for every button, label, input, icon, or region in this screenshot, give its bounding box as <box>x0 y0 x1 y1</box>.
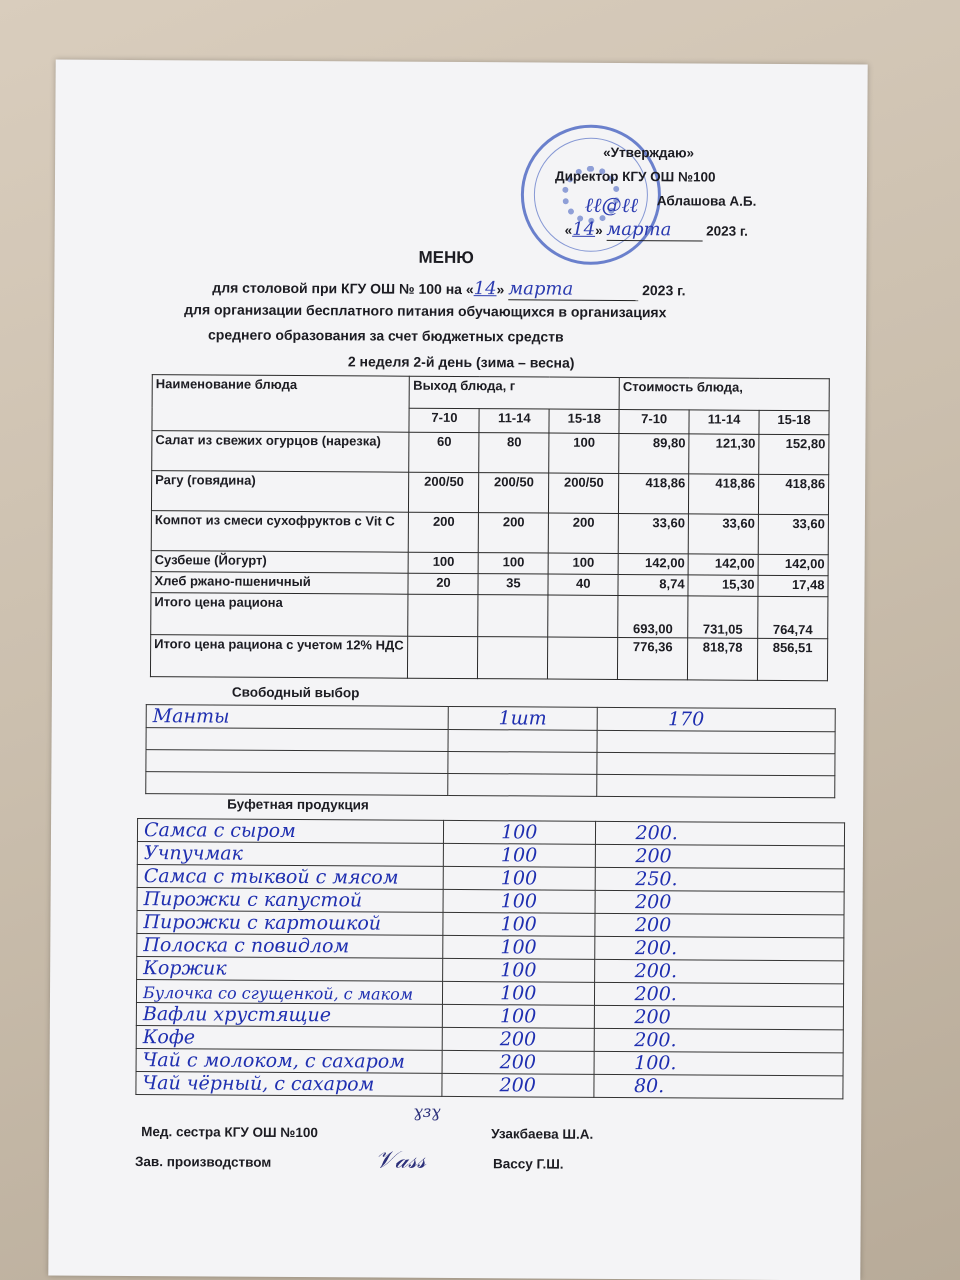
header-line-2: для организации бесплатного питания обучающихся в организациях <box>184 301 667 321</box>
cell: 89,80 <box>619 433 689 473</box>
item-name: Вафли хрустящие <box>136 1003 442 1028</box>
dish-name: Компот из смеси сухофруктов с Vit C <box>151 511 409 553</box>
nurse-signature: ɣɜɣ <box>413 1101 441 1121</box>
approval-date: «14» марта 2023 г. <box>564 218 749 241</box>
dish-name: Рагу (говядина) <box>151 471 409 513</box>
item-price: 200 <box>595 844 845 869</box>
header-line-1: для столовой при КГУ ОШ № 100 на «14» марта 2023 г. <box>212 278 686 300</box>
cell: 17,48 <box>758 575 828 596</box>
cell: 200 <box>479 513 549 553</box>
age-group: 7-10 <box>409 408 479 432</box>
cell: 33,60 <box>618 513 688 553</box>
item-qty: 200 <box>442 1027 594 1051</box>
item-qty: 100 <box>443 866 595 890</box>
total-value: 731,05 <box>688 596 758 638</box>
item-name: Полоска с повидлом <box>137 934 443 959</box>
director-signature: ℓℓ@ℓℓ <box>584 192 639 218</box>
dish-name: Хлеб ржано-пшеничный <box>151 572 409 595</box>
item-qty <box>447 751 597 774</box>
approval-title: «Утверждаю» <box>603 144 695 161</box>
menu-document <box>48 60 867 1280</box>
cell: 152,80 <box>759 434 829 474</box>
item-price: 170 <box>597 707 835 731</box>
item-price: 200. <box>594 982 844 1007</box>
header-line-3: среднего образования за счет бюджетных средств <box>207 326 564 345</box>
item-name: Чай с молоком, с сахаром <box>136 1049 442 1074</box>
free-choice-table <box>145 704 836 798</box>
cell: 200 <box>409 512 479 552</box>
total-vat-value: 818,78 <box>688 638 758 680</box>
item-price: 200 <box>595 890 845 915</box>
cell: 418,86 <box>619 473 689 513</box>
free-choice-title: Свободный выбор <box>231 684 360 701</box>
cell: 418,86 <box>689 474 759 514</box>
buffet-title: Буфетная продукция <box>227 796 369 813</box>
cell: 142,00 <box>618 553 688 574</box>
production-label: Зав. производством <box>134 1154 272 1170</box>
cell: 35 <box>478 574 548 595</box>
nurse-label: Мед. сестра КГУ ОШ №100 <box>141 1124 318 1141</box>
col-header-output: Выход блюда, г <box>410 376 620 409</box>
item-name: Булочка со сгущенкой, с маком <box>136 980 442 1005</box>
age-group: 7-10 <box>619 409 689 433</box>
cell: 60 <box>409 432 479 472</box>
total-row <box>151 593 828 639</box>
page-title: МЕНЮ <box>418 247 474 268</box>
menu-table <box>150 374 830 681</box>
cell: 142,00 <box>688 554 758 575</box>
cell: 20 <box>408 573 478 594</box>
item-name: Учпучмак <box>137 842 443 867</box>
item-qty: 100 <box>443 843 595 867</box>
total-vat-value: 856,51 <box>757 638 827 680</box>
age-group: 15-18 <box>759 410 829 434</box>
cell: 15,30 <box>688 575 758 596</box>
item-name: Кофе <box>136 1026 442 1051</box>
cell: 40 <box>548 574 618 595</box>
total-value: 693,00 <box>618 595 688 637</box>
cell: 100 <box>478 553 548 574</box>
cell: 33,60 <box>758 514 828 554</box>
age-group: 15-18 <box>549 409 619 433</box>
item-price: 250. <box>595 867 845 892</box>
total-value: 764,74 <box>758 596 828 638</box>
item-price: 200. <box>594 936 844 961</box>
total-vat-label: Итого цена рациона с учетом 12% НДС <box>150 635 408 679</box>
cell: 33,60 <box>688 514 758 554</box>
item-price: 200 <box>594 913 844 938</box>
cell: 142,00 <box>758 554 828 575</box>
approval-name: Аблашова А.Б. <box>656 193 757 209</box>
item-price <box>597 774 835 797</box>
item-qty <box>448 729 598 752</box>
table-row <box>151 471 828 515</box>
total-vat-value: 776,36 <box>618 637 688 679</box>
item-price: 80. <box>593 1074 843 1099</box>
item-name: Самса с сыром <box>137 819 443 844</box>
total-label: Итого цена рациона <box>151 593 409 637</box>
cell: 200 <box>548 513 618 553</box>
production-name: Вассу Г.Ш. <box>492 1156 564 1172</box>
item-name <box>146 750 448 774</box>
production-signature: 𝒱𝒶𝓈𝓈 <box>374 1145 426 1174</box>
cell: 418,86 <box>758 474 828 514</box>
item-name: Самса с тыквой с мясом <box>137 865 443 890</box>
age-group: 11-14 <box>479 409 549 433</box>
item-qty: 1шт <box>448 706 598 730</box>
item-qty: 100 <box>443 889 595 913</box>
item-name: Манты <box>146 705 448 730</box>
item-name: Коржик <box>137 957 443 982</box>
item-price: 200 <box>594 1005 844 1030</box>
item-qty: 200 <box>442 1050 594 1074</box>
buffet-table <box>135 818 845 1099</box>
item-qty: 100 <box>442 981 594 1005</box>
item-qty <box>447 773 597 796</box>
cell: 200/50 <box>409 472 479 512</box>
nurse-name: Узакбаева Ш.А. <box>491 1126 594 1142</box>
total-vat-row <box>150 635 827 681</box>
col-header-cost: Стоимость блюда, <box>619 377 829 410</box>
item-name: Чай чёрный, с сахаром <box>136 1072 442 1097</box>
item-qty: 100 <box>443 912 595 936</box>
item-qty: 200 <box>442 1073 594 1097</box>
item-name <box>146 728 448 752</box>
item-name: Пирожки с капустой <box>137 888 443 913</box>
cell: 200/50 <box>479 473 549 513</box>
cell: 80 <box>479 433 549 473</box>
item-price <box>597 752 835 775</box>
item-name <box>146 772 448 796</box>
item-price <box>597 730 835 753</box>
cell: 8,74 <box>618 574 688 595</box>
item-price: 200. <box>595 821 845 846</box>
item-price: 100. <box>594 1051 844 1076</box>
dish-name: Салат из свежих огурцов (нарезка) <box>152 431 410 473</box>
item-qty: 100 <box>442 1004 594 1028</box>
item-qty: 100 <box>443 958 595 982</box>
item-price: 200. <box>594 1028 844 1053</box>
table-row <box>151 511 828 555</box>
age-group: 11-14 <box>689 410 759 434</box>
item-name: Пирожки с картошкой <box>137 911 443 936</box>
cell: 100 <box>549 433 619 473</box>
header-line-4: 2 неделя 2-й день (зима – весна) <box>347 353 575 371</box>
table-row <box>152 431 829 475</box>
approval-director: Директор КГУ ОШ №100 <box>554 168 716 185</box>
cell: 121,30 <box>689 434 759 474</box>
dish-name: Сузбеше (Йогурт) <box>151 551 409 574</box>
cell: 200/50 <box>549 473 619 513</box>
table-row <box>136 1072 843 1099</box>
item-qty: 100 <box>443 820 595 844</box>
table-row <box>146 772 835 798</box>
item-price: 200. <box>594 959 844 984</box>
item-qty: 100 <box>443 935 595 959</box>
cell: 100 <box>409 552 479 573</box>
cell: 100 <box>548 553 618 574</box>
col-header-name: Наименование блюда <box>152 375 410 433</box>
